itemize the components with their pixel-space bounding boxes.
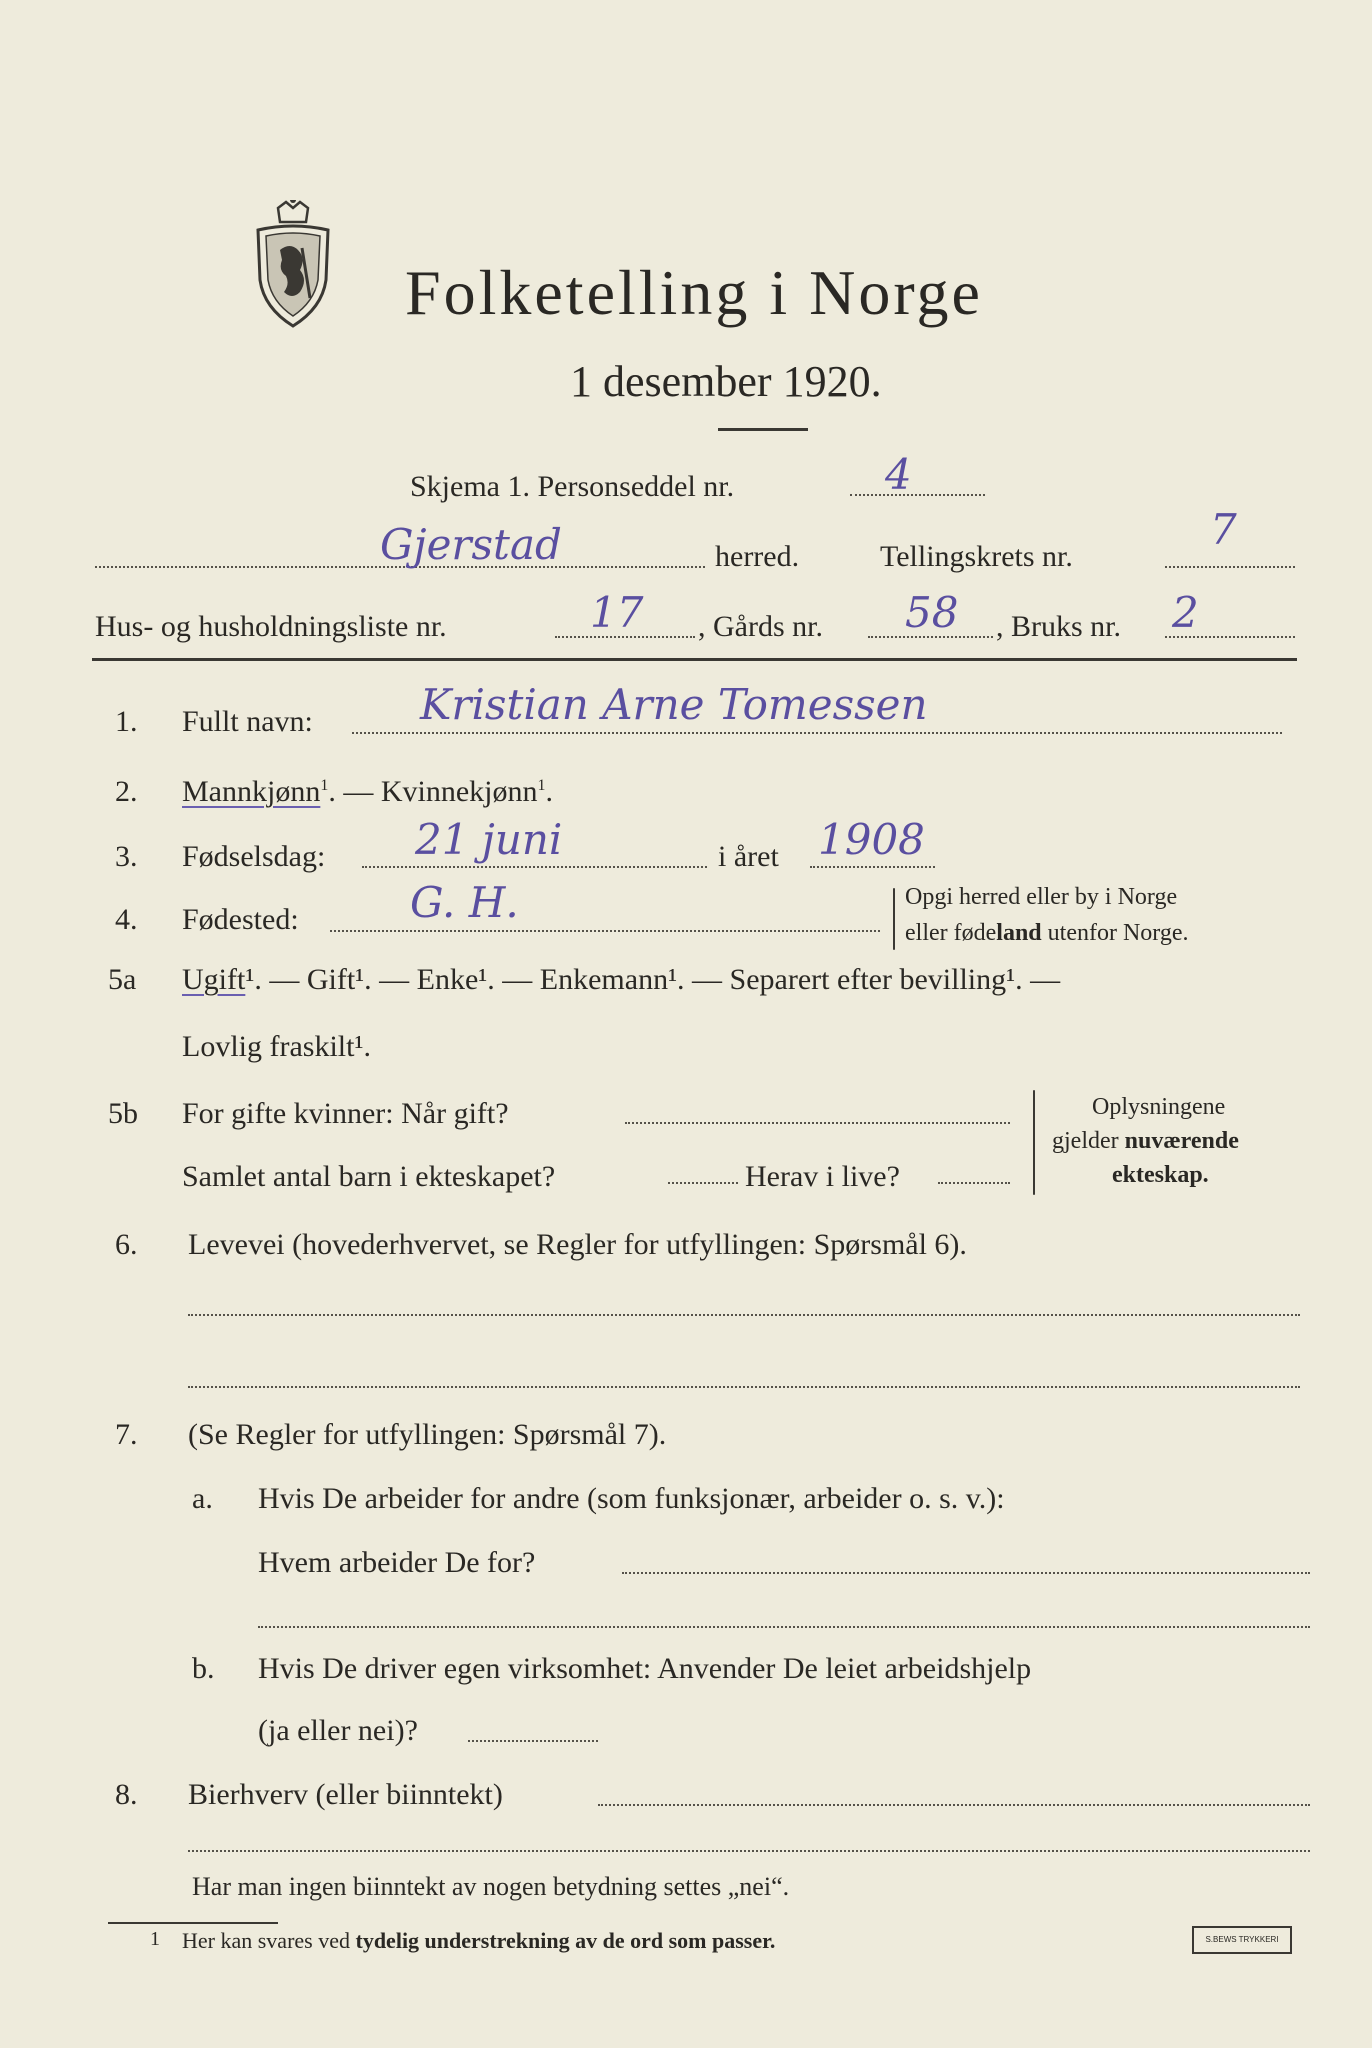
q1-number: 1.	[115, 705, 138, 738]
option-kvinnekjonn[interactable]: Kvinnekjønn	[380, 775, 538, 808]
form-title: Folketelling i Norge	[405, 257, 983, 328]
q8-note: Har man ingen biinntekt av nogen betydning settes „nei“.	[192, 1872, 790, 1901]
q7a-line1: Hvis De arbeider for andre (som funksjonær, arbeider o. s. v.):	[258, 1482, 1005, 1515]
gards-label: , Gårds nr.	[698, 610, 823, 643]
q5b-children-label: Samlet antal barn i ekteskapet?	[182, 1160, 556, 1193]
birthplace-value[interactable]: G. H.	[410, 878, 519, 927]
footnote-mark: 1	[150, 1928, 160, 1950]
q7b-answer-line[interactable]	[468, 1740, 598, 1742]
q8-answer-line-1[interactable]	[598, 1804, 1310, 1806]
birthplace-note-2: eller fødeland utenfor Norge.	[905, 920, 1189, 946]
birthday-value[interactable]: 21 juni	[415, 815, 563, 864]
herred-label: herred.	[715, 540, 800, 573]
q6-number: 6.	[115, 1228, 138, 1261]
header-rule	[92, 658, 1297, 661]
bruks-label: , Bruks nr.	[996, 610, 1122, 643]
full-name-value[interactable]: Kristian Arne Tomessen	[420, 680, 928, 729]
option-mannkjonn[interactable]: Mannkjønn	[182, 775, 321, 808]
option-lovlig-fraskilt[interactable]: Lovlig fraskilt¹.	[182, 1030, 371, 1063]
q3-number: 3.	[115, 840, 138, 873]
q5a-options: Ugift¹. — Gift¹. — Enke¹. — Enkemann¹. — Separert efter bevilling¹. —	[182, 963, 1061, 996]
hus-value[interactable]: 17	[590, 588, 644, 637]
q7-number: 7.	[115, 1418, 138, 1451]
q6-answer-line-1[interactable]	[188, 1314, 1300, 1316]
q5b-note-1: Oplysningene	[1092, 1094, 1226, 1120]
q5a-number: 5a	[108, 963, 137, 996]
gards-value[interactable]: 58	[905, 588, 959, 637]
q7-label: (Se Regler for utfyllingen: Spørsmål 7).	[188, 1418, 667, 1451]
option-ugift[interactable]: Ugift	[182, 963, 246, 996]
title-divider	[718, 428, 808, 431]
printer-stamp: S.BEWS TRYKKERI	[1192, 1926, 1292, 1954]
q6-label: Levevei (hovederhvervet, se Regler for utfyllingen: Spørsmål 6).	[188, 1228, 967, 1261]
krets-label: Tellingskrets nr.	[880, 540, 1073, 573]
hus-label: Hus- og husholdningsliste nr.	[95, 610, 447, 643]
q2-options: Mannkjønn$^1$. — Kvinnekjønn$^1$.	[182, 775, 553, 808]
q7a-line2: Hvem arbeider De for?	[258, 1546, 536, 1579]
q2-number: 2.	[115, 775, 138, 808]
q4-label: Fødested:	[182, 903, 299, 936]
q8-answer-line-2[interactable]	[188, 1850, 1310, 1852]
q7a-answer-line-2[interactable]	[258, 1626, 1310, 1628]
herred-value[interactable]: Gjerstad	[380, 520, 562, 569]
q4-number: 4.	[115, 903, 138, 936]
q7b-line1: Hvis De driver egen virksomhet: Anvender De leiet arbeidshjelp	[258, 1652, 1032, 1685]
coat-of-arms-icon	[238, 200, 348, 330]
q7b-letter: b.	[192, 1652, 215, 1685]
schema-label: Skjema 1. Personseddel nr.	[410, 470, 735, 503]
q5b-alive-label: Herav i live?	[745, 1160, 900, 1193]
q6-answer-line-2[interactable]	[188, 1386, 1300, 1388]
footnote-rule	[108, 1922, 278, 1924]
q1-label: Fullt navn:	[182, 705, 313, 738]
bruks-value[interactable]: 2	[1172, 588, 1199, 637]
q8-label: Bierhverv (eller biinntekt)	[188, 1778, 503, 1811]
birthplace-note-1: Opgi herred eller by i Norge	[905, 884, 1178, 910]
krets-value[interactable]: 7	[1210, 505, 1237, 554]
q7a-answer-line-1[interactable]	[622, 1572, 1310, 1574]
footnote-text: Her kan svares ved tydelig understrekning av de ord som passer.	[182, 1928, 776, 1953]
birth-year-value[interactable]: 1908	[818, 815, 925, 864]
census-date: 1 desember 1920.	[570, 357, 882, 406]
person-nr-value[interactable]: 4	[885, 450, 912, 499]
q5b-note-2: gjelder nuværende	[1052, 1128, 1239, 1154]
q5b-married-label: For gifte kvinner: Når gift?	[182, 1097, 509, 1130]
year-label: i året	[718, 840, 779, 873]
q8-number: 8.	[115, 1778, 138, 1811]
q3-label: Fødselsdag:	[182, 840, 326, 873]
q7b-line2: (ja eller nei)?	[258, 1714, 418, 1747]
q5b-number: 5b	[108, 1097, 138, 1130]
q5b-note-3: ekteskap.	[1112, 1162, 1209, 1188]
q7a-letter: a.	[192, 1482, 213, 1515]
